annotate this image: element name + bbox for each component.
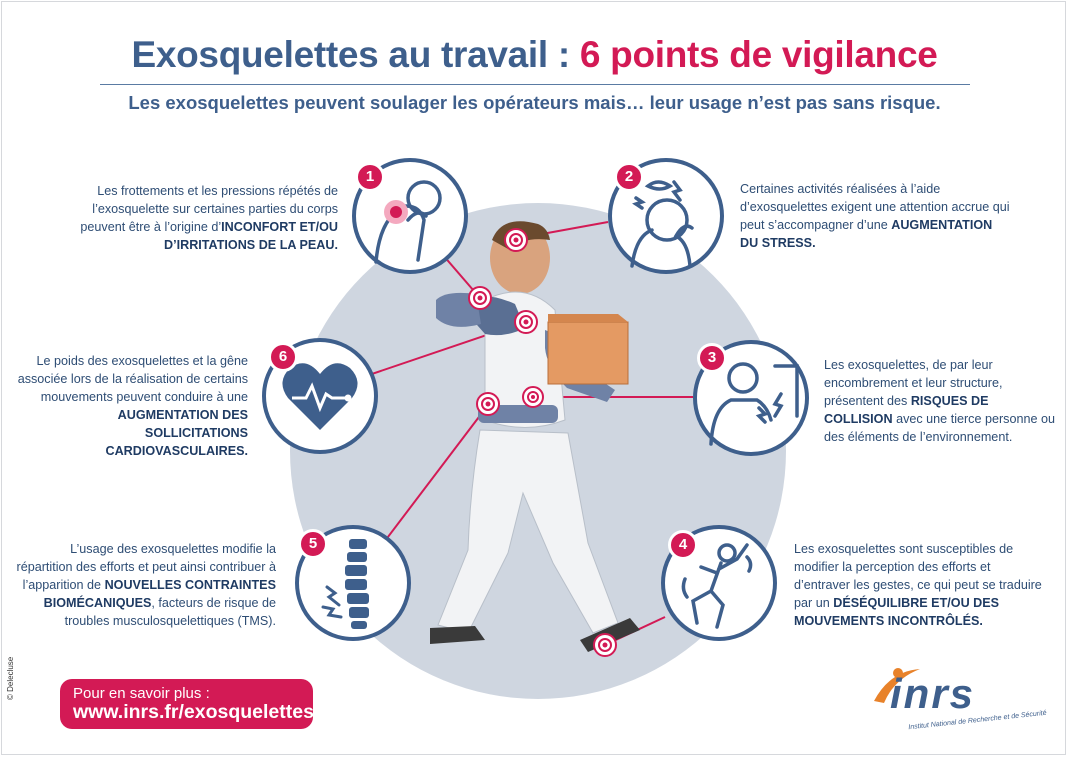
- more-info-link[interactable]: [60, 679, 313, 729]
- logo-wordmark: inrs: [890, 670, 976, 717]
- point-2-text: Certaines activités réalisées à l’aide d’exosquelettes exigent une attention accrue qui peut s’accompagner d’une AUGMENTATION DU STRESS.: [740, 182, 1010, 250]
- more-info-url[interactable]: www.inrs.fr/exosquelettes: [73, 701, 314, 723]
- point-1-badge: 1: [355, 162, 385, 192]
- point-1-text: Les frottements et les pressions répétés de l’exosquelette sur certaines parties du corps peuvent être à l’origine d’INCONFORT ET/OU D’IRRITATIONS DE LA PEAU.: [80, 184, 338, 252]
- point-3-text: Les exosquelettes, de par leur encombrement et leur structure, présentent des RISQUES DE COLLISION avec une tierce personne ou des éléments de l’environnement.: [824, 358, 1056, 444]
- title-part-2: 6 points de vigilance: [579, 34, 938, 75]
- title-part-1: Exosquelettes au travail :: [131, 34, 570, 75]
- page-subtitle: Les exosquelettes peuvent soulager les opérateurs mais… leur usage n’est pas sans risque.: [128, 92, 941, 113]
- point-6-badge: 6: [268, 342, 298, 372]
- more-info-label: Pour en savoir plus :: [73, 685, 210, 702]
- point-3-badge: 3: [697, 343, 727, 373]
- inrs-logo: [870, 665, 1047, 735]
- point-2-badge: 2: [614, 162, 644, 192]
- image-credit: © Delecluse: [6, 656, 15, 700]
- logo-tagline: Institut National de Recherche et de Sécurité: [908, 709, 1047, 732]
- point-4-text: Les exosquelettes sont susceptibles de modifier la perception des efforts et d’entraver les gestes, ce qui peut se traduire par un DÉSÉQUILIBRE ET/OU DES MOUVEMENTS INCONTRÔLÉS.: [794, 542, 1042, 628]
- point-6-text: Le poids des exosquelettes et la gêne associée lors de la réalisation de certains mouvements peuvent conduire à une AUGMENTATION DES SOLLICITATIONS CARDIOVASCULAIRES.: [17, 354, 248, 458]
- point-5-text: L’usage des exosquelettes modifie la répartition des efforts et peut ainsi contribuer à l’apparition de NOUVELLES CONTRAINTES BIOMÉCANIQUES, facteurs de risque de troubles musculosquelettiques (TMS).: [16, 542, 276, 628]
- point-4-badge: 4: [668, 530, 698, 560]
- worker-figure: [430, 221, 640, 652]
- point-5-badge: 5: [298, 529, 328, 559]
